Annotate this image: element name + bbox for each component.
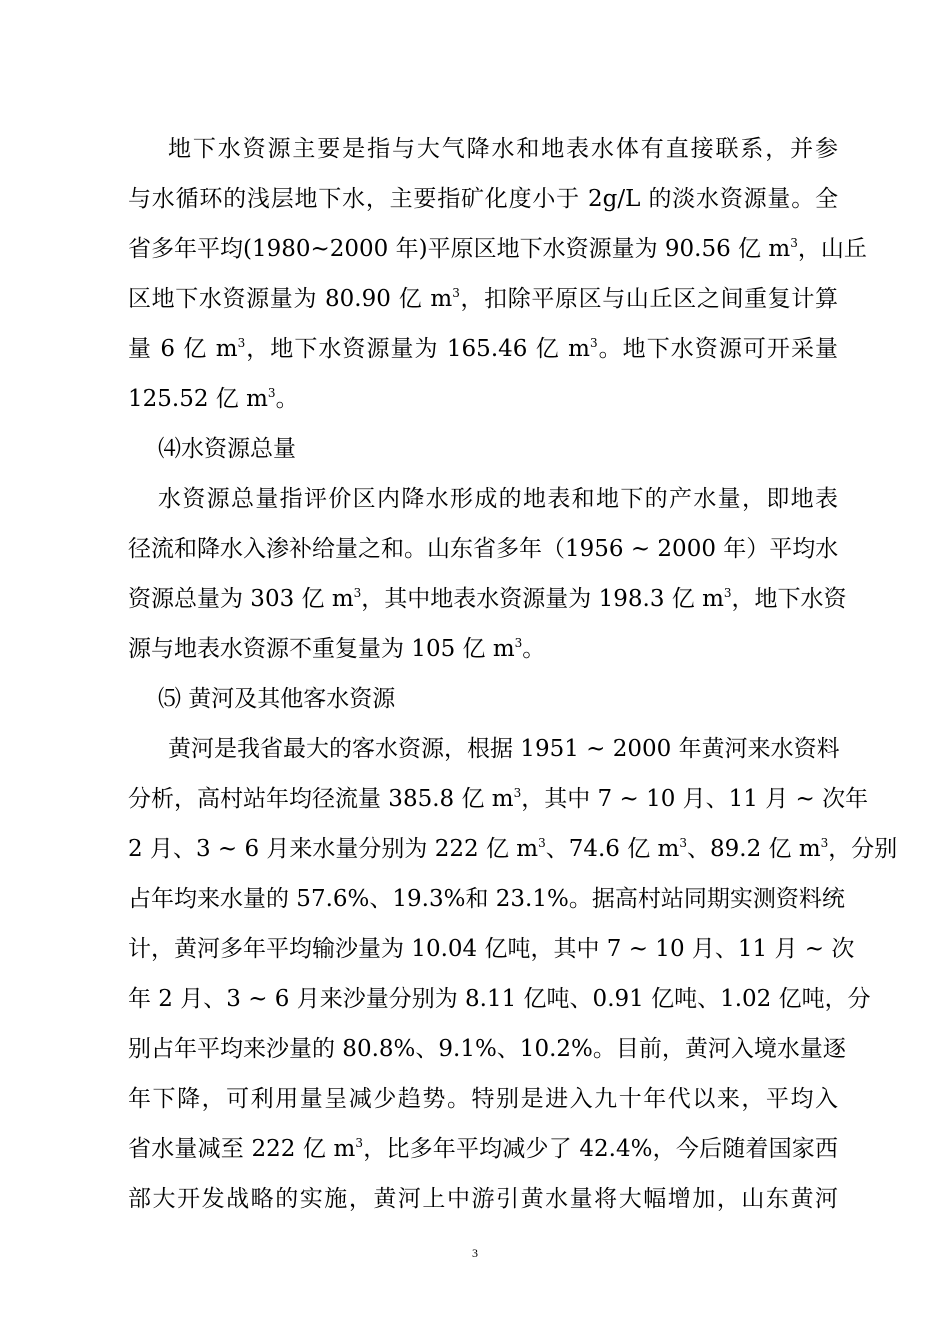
text-line: 径流和降水入渗补给量之和。山东省多年（1956 ~ 2000 年）平均水 [128, 536, 839, 562]
text-line: 与水循环的浅层地下水，主要指矿化度小于 2g/L 的淡水资源量。全 [128, 186, 838, 212]
text-line: 占年均来水量的 57.6%、19.3%和 23.1%。据高村站同期实测资料统 [128, 886, 845, 912]
text-line: 计，黄河多年平均输沙量为 10.04 亿吨，其中 7 ~ 10 月、11 月 ~ 次 [128, 936, 855, 962]
heading-yellow-river: ⑸ 黄河及其他客水资源 [158, 686, 396, 712]
text-line: 年下降，可利用量呈减少趋势。特别是进入九十年代以来，平均入 [128, 1086, 838, 1112]
text-line: 省多年平均(1980~2000 年)平原区地下水资源量为 90.56 亿 $m^3$，山丘 [128, 236, 867, 262]
text-line: 区地下水资源量为 80.90 亿 $m^3$，扣除平原区与山丘区之间重复计算 [128, 286, 838, 312]
text-line: 别占年平均来沙量的 80.8%、9.1%、10.2%。目前，黄河入境水量逐 [128, 1036, 846, 1062]
paragraph-water-total [128, 474, 847, 674]
text-line: 源与地表水资源不重复量为 105 亿 $m^3$。 [128, 636, 546, 662]
paragraph-groundwater [128, 124, 867, 424]
text-line: 资源总量为 303 亿 $m^3$，其中地表水资源量为 198.3 亿 $m^3$，地下水资 [128, 586, 847, 612]
section-heading-4 [128, 424, 838, 474]
page-number: 3 [472, 1246, 478, 1260]
text-line: 量 6 亿 $m^3$，地下水资源量为 165.46 亿 $m^3$。地下水资源可开采量 [128, 336, 838, 362]
text-line: 黄河是我省最大的客水资源，根据 1951 ~ 2000 年黄河来水资料 [168, 736, 840, 762]
section-heading-5 [128, 674, 838, 724]
heading-water-total: ⑷水资源总量 [158, 436, 296, 462]
paragraph-yellow-river [128, 724, 898, 1224]
text-line: 省水量减至 222 亿 $m^3$，比多年平均减少了 42.4%，今后随着国家西 [128, 1136, 838, 1162]
text-line: 年 2 月、3 ~ 6 月来沙量分别为 8.11 亿吨、0.91 亿吨、1.02 亿吨，分 [128, 986, 871, 1012]
text-line: 地下水资源主要是指与大气降水和地表水体有直接联系，并参 [168, 136, 838, 162]
text-line: 2 月、3 ~ 6 月来水量分别为 222 亿 $m^3$、74.6 亿 $m^3$、89.2 亿 $m^3$，分别 [128, 836, 898, 862]
text-line: 部大开发战略的实施，黄河上中游引黄水量将大幅增加，山东黄河 [128, 1186, 838, 1212]
text-line: 水资源总量指评价区内降水形成的地表和地下的产水量，即地表 [158, 486, 838, 512]
text-line: 分析，高村站年均径流量 385.8 亿 $m^3$，其中 7 ~ 10 月、11 月 ~ 次年 [128, 786, 869, 812]
text-line: 125.52 亿 $m^3$。 [128, 386, 299, 412]
